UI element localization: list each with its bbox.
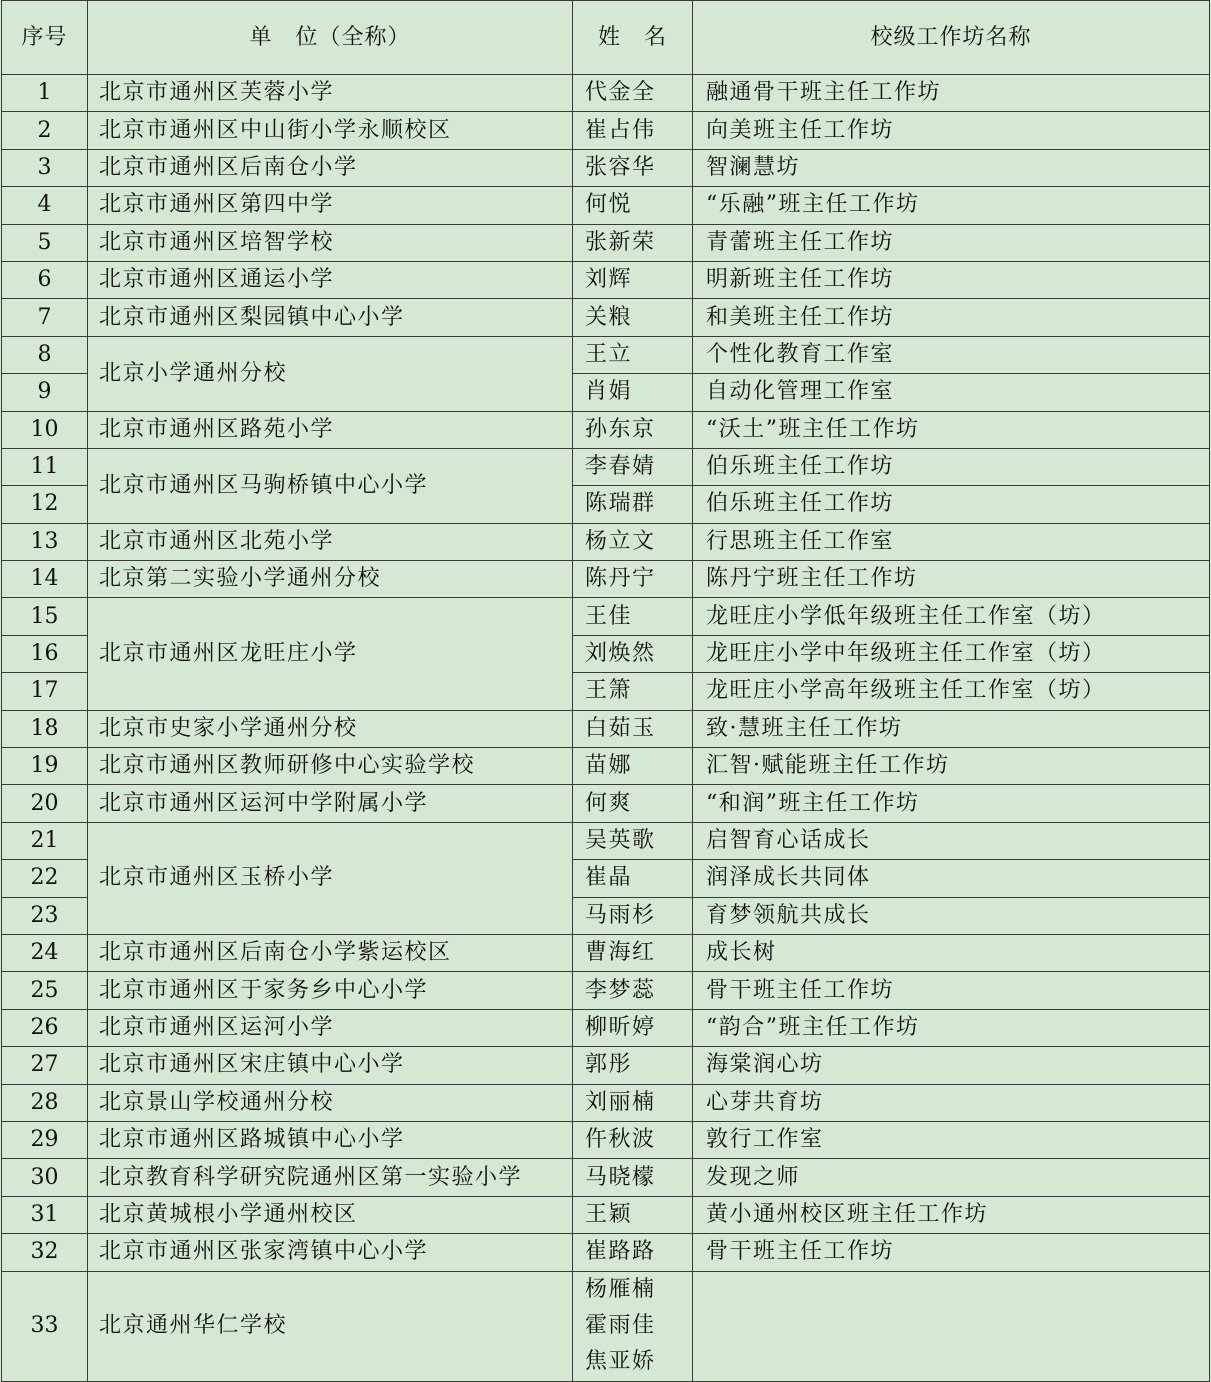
table-row	[2, 561, 1210, 598]
table-row	[2, 299, 1210, 336]
name-cell: 马雨杉	[573, 897, 693, 934]
table-row	[2, 523, 1210, 560]
workshop-cell: “韵合”班主任工作坊	[693, 1009, 1210, 1046]
seq-cell: 6	[2, 261, 88, 298]
workshop-cell: 青蕾班主任工作坊	[693, 224, 1210, 261]
seq-cell: 31	[2, 1196, 88, 1233]
seq-cell: 19	[2, 748, 88, 785]
unit-cell: 北京市通州区培智学校	[88, 224, 573, 261]
name-cell: 肖娟	[573, 374, 693, 411]
name-cell: 仵秋波	[573, 1121, 693, 1158]
name-cell: 李春婧	[573, 448, 693, 485]
seq-cell: 4	[2, 187, 88, 224]
unit-cell: 北京市通州区中山街小学永顺校区	[88, 112, 573, 149]
unit-cell: 北京市通州区芙蓉小学	[88, 75, 573, 112]
unit-cell: 北京小学通州分校	[88, 336, 573, 411]
workshop-cell	[693, 1271, 1210, 1381]
name-cell: 崔晶	[573, 860, 693, 897]
seq-cell: 14	[2, 561, 88, 598]
seq-cell: 26	[2, 1009, 88, 1046]
name-cell: 柳昕婷	[573, 1009, 693, 1046]
name-entry: 杨雁楠	[585, 1276, 656, 1302]
name-cell: 刘辉	[573, 261, 693, 298]
table-row	[2, 710, 1210, 747]
unit-cell: 北京市通州区玉桥小学	[88, 822, 573, 934]
unit-cell: 北京市通州区龙旺庄小学	[88, 598, 573, 710]
seq-cell: 23	[2, 897, 88, 934]
table-row	[2, 748, 1210, 785]
table-row	[2, 934, 1210, 971]
table-row	[2, 411, 1210, 448]
seq-cell: 9	[2, 374, 88, 411]
workshop-cell: 成长树	[693, 934, 1210, 971]
table-row	[2, 75, 1210, 112]
name-cell: 李梦蕊	[573, 972, 693, 1009]
workshop-cell: 黄小通州校区班主任工作坊	[693, 1196, 1210, 1233]
name-cell: 马晓檬	[573, 1159, 693, 1196]
name-cell: 刘焕然	[573, 635, 693, 672]
name-cell: 代金全	[573, 75, 693, 112]
unit-cell: 北京市史家小学通州分校	[88, 710, 573, 747]
name-cell: 张新荣	[573, 224, 693, 261]
unit-cell: 北京市通州区后南仓小学	[88, 149, 573, 186]
workshop-cell: 伯乐班主任工作坊	[693, 486, 1210, 523]
seq-cell: 10	[2, 411, 88, 448]
table-row	[2, 1047, 1210, 1084]
unit-cell: 北京通州华仁学校	[88, 1271, 573, 1381]
workshop-cell: 龙旺庄小学中年级班主任工作室（坊）	[693, 635, 1210, 672]
seq-cell: 7	[2, 299, 88, 336]
unit-cell: 北京市通州区第四中学	[88, 187, 573, 224]
seq-cell: 18	[2, 710, 88, 747]
seq-cell: 22	[2, 860, 88, 897]
name-cell: 何悦	[573, 187, 693, 224]
unit-cell: 北京市通州区路城镇中心小学	[88, 1121, 573, 1158]
name-cell: 吴英歌	[573, 822, 693, 859]
unit-cell: 北京景山学校通州分校	[88, 1084, 573, 1121]
unit-cell: 北京市通州区运河小学	[88, 1009, 573, 1046]
table-row	[2, 1009, 1210, 1046]
name-entry: 霍雨佳	[585, 1312, 656, 1338]
unit-cell: 北京市通州区通运小学	[88, 261, 573, 298]
seq-cell: 25	[2, 972, 88, 1009]
seq-cell: 30	[2, 1159, 88, 1196]
unit-cell: 北京市通州区张家湾镇中心小学	[88, 1234, 573, 1271]
table-row	[2, 448, 1210, 485]
workshop-cell: 海棠润心坊	[693, 1047, 1210, 1084]
workshop-cell: “沃土”班主任工作坊	[693, 411, 1210, 448]
unit-cell: 北京黄城根小学通州校区	[88, 1196, 573, 1233]
seq-cell: 28	[2, 1084, 88, 1121]
workshop-cell: 自动化管理工作室	[693, 374, 1210, 411]
table-row	[2, 1234, 1210, 1271]
unit-cell: 北京市通州区路苑小学	[88, 411, 573, 448]
workshop-cell: 骨干班主任工作坊	[693, 1234, 1210, 1271]
name-cell: 张容华	[573, 149, 693, 186]
workshop-cell: “乐融”班主任工作坊	[693, 187, 1210, 224]
unit-cell: 北京市通州区宋庄镇中心小学	[88, 1047, 573, 1084]
table-row	[2, 1159, 1210, 1196]
name-cell	[573, 1271, 693, 1381]
workshop-cell: 向美班主任工作坊	[693, 112, 1210, 149]
seq-cell: 5	[2, 224, 88, 261]
workshop-cell: 陈丹宁班主任工作坊	[693, 561, 1210, 598]
workshop-cell: 汇智·赋能班主任工作坊	[693, 748, 1210, 785]
table-row	[2, 149, 1210, 186]
unit-cell: 北京第二实验小学通州分校	[88, 561, 573, 598]
unit-cell: 北京教育科学研究院通州区第一实验小学	[88, 1159, 573, 1196]
table-row	[2, 1271, 1210, 1381]
header-seq: 序号	[2, 1, 88, 75]
name-cell: 曹海红	[573, 934, 693, 971]
unit-cell: 北京市通州区马驹桥镇中心小学	[88, 448, 573, 523]
seq-cell: 32	[2, 1234, 88, 1271]
unit-cell: 北京市通州区北苑小学	[88, 523, 573, 560]
name-entry: 焦亚娇	[585, 1349, 656, 1375]
workshop-cell: 伯乐班主任工作坊	[693, 448, 1210, 485]
name-cell: 王立	[573, 336, 693, 373]
name-cell: 崔占伟	[573, 112, 693, 149]
table-row	[2, 336, 1210, 373]
unit-cell: 北京市通州区梨园镇中心小学	[88, 299, 573, 336]
workshop-cell: 致·慧班主任工作坊	[693, 710, 1210, 747]
name-cell: 杨立文	[573, 523, 693, 560]
workshop-cell: 龙旺庄小学低年级班主任工作室（坊）	[693, 598, 1210, 635]
workshop-cell: 发现之师	[693, 1159, 1210, 1196]
name-cell: 崔路路	[573, 1234, 693, 1271]
workshop-cell: 龙旺庄小学高年级班主任工作室（坊）	[693, 673, 1210, 710]
name-cell: 郭彤	[573, 1047, 693, 1084]
unit-cell: 北京市通州区后南仓小学紫运校区	[88, 934, 573, 971]
table-row	[2, 972, 1210, 1009]
name-cell: 刘丽楠	[573, 1084, 693, 1121]
table-row	[2, 1121, 1210, 1158]
seq-cell: 15	[2, 598, 88, 635]
seq-cell: 1	[2, 75, 88, 112]
name-cell: 王佳	[573, 598, 693, 635]
name-cell: 何爽	[573, 785, 693, 822]
name-cell: 王箫	[573, 673, 693, 710]
name-cell: 陈瑞群	[573, 486, 693, 523]
workshop-cell: 和美班主任工作坊	[693, 299, 1210, 336]
unit-cell: 北京市通州区运河中学附属小学	[88, 785, 573, 822]
seq-cell: 13	[2, 523, 88, 560]
table-row	[2, 785, 1210, 822]
workshop-cell: 启智育心话成长	[693, 822, 1210, 859]
name-cell: 白茹玉	[573, 710, 693, 747]
workshop-cell: 融通骨干班主任工作坊	[693, 75, 1210, 112]
seq-cell: 16	[2, 635, 88, 672]
table-row	[2, 598, 1210, 635]
name-cell: 苗娜	[573, 748, 693, 785]
workshop-cell: 骨干班主任工作坊	[693, 972, 1210, 1009]
unit-cell: 北京市通州区教师研修中心实验学校	[88, 748, 573, 785]
workshop-cell: 育梦领航共成长	[693, 897, 1210, 934]
table-row	[2, 112, 1210, 149]
table-row	[2, 822, 1210, 859]
workshop-cell: 行思班主任工作室	[693, 523, 1210, 560]
workshop-cell: 润泽成长共同体	[693, 860, 1210, 897]
name-cell: 孙东京	[573, 411, 693, 448]
seq-cell: 27	[2, 1047, 88, 1084]
table-row	[2, 1196, 1210, 1233]
header-name: 姓 名	[573, 1, 693, 75]
workshop-table	[1, 0, 1210, 1382]
workshop-cell: 敦行工作室	[693, 1121, 1210, 1158]
table-row	[2, 1084, 1210, 1121]
header-workshop: 校级工作坊名称	[693, 1, 1210, 75]
seq-cell: 3	[2, 149, 88, 186]
seq-cell: 33	[2, 1271, 88, 1381]
seq-cell: 12	[2, 486, 88, 523]
seq-cell: 2	[2, 112, 88, 149]
name-cell: 王颖	[573, 1196, 693, 1233]
table-row	[2, 224, 1210, 261]
seq-cell: 11	[2, 448, 88, 485]
workshop-cell: 智澜慧坊	[693, 149, 1210, 186]
table-row	[2, 261, 1210, 298]
workshop-cell: 心芽共育坊	[693, 1084, 1210, 1121]
workshop-cell: 个性化教育工作室	[693, 336, 1210, 373]
seq-cell: 8	[2, 336, 88, 373]
seq-cell: 20	[2, 785, 88, 822]
seq-cell: 29	[2, 1121, 88, 1158]
header-unit: 单 位（全称）	[88, 1, 573, 75]
workshop-cell: 明新班主任工作坊	[693, 261, 1210, 298]
seq-cell: 21	[2, 822, 88, 859]
name-cell: 关粮	[573, 299, 693, 336]
header-row	[2, 1, 1210, 75]
seq-cell: 17	[2, 673, 88, 710]
unit-cell: 北京市通州区于家务乡中心小学	[88, 972, 573, 1009]
table-body	[2, 75, 1210, 1382]
workshop-cell: “和润”班主任工作坊	[693, 785, 1210, 822]
seq-cell: 24	[2, 934, 88, 971]
table-row	[2, 187, 1210, 224]
name-cell: 陈丹宁	[573, 561, 693, 598]
